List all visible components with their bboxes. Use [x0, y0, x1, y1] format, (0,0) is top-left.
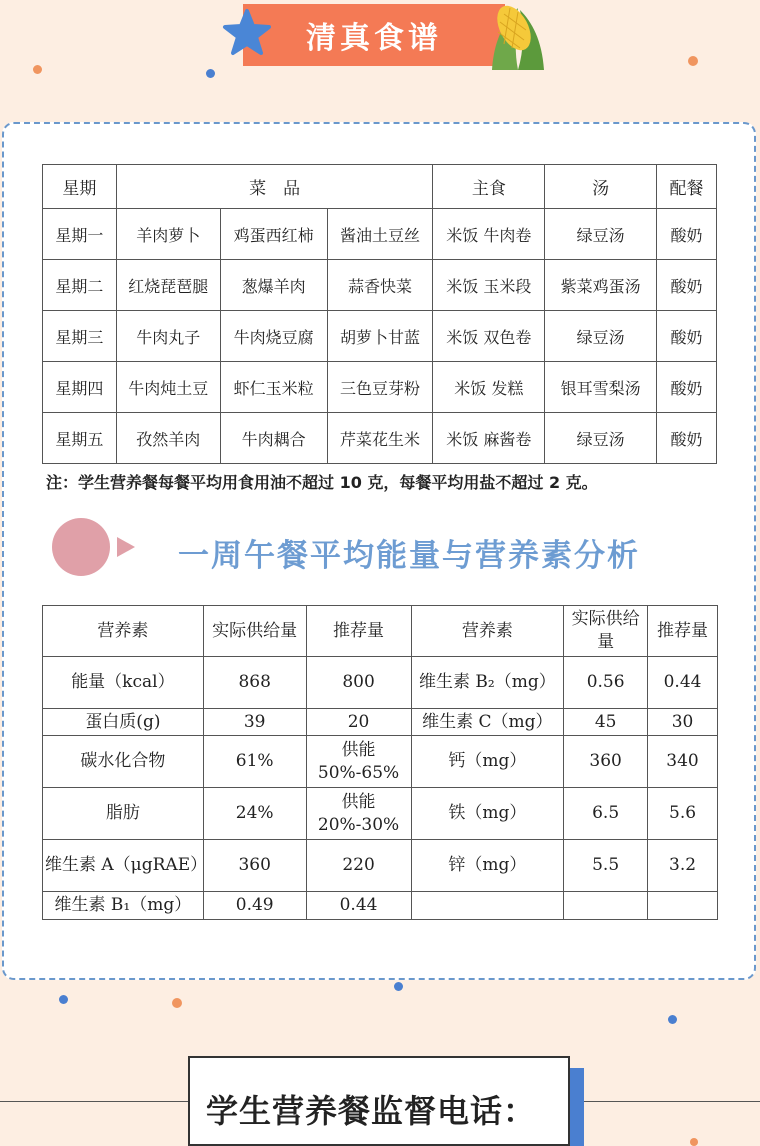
- dish-cell: 羊肉萝卜: [116, 209, 220, 260]
- header-recommended: 推荐量: [306, 606, 411, 657]
- recommended-cell: 5.6: [648, 788, 718, 840]
- header-soup: 汤: [545, 165, 657, 209]
- star-icon: [222, 8, 272, 58]
- recommended-cell: 0.44: [648, 657, 718, 709]
- table-header-row: [43, 606, 718, 657]
- nutrient-cell: [411, 892, 564, 920]
- recommended-cell: 供能 20%-30%: [306, 788, 411, 840]
- actual-cell: 360: [564, 736, 648, 788]
- nutrient-cell: 维生素 B₁（mg）: [43, 892, 204, 920]
- section-arrow-icon: [117, 537, 135, 557]
- day-cell: 星期四: [43, 362, 117, 413]
- staple-cell: 米饭 双色卷: [433, 311, 545, 362]
- header-actual: 实际供给量: [203, 606, 306, 657]
- extra-cell: 酸奶: [657, 413, 717, 464]
- dish-cell: 鸡蛋西红柿: [220, 209, 327, 260]
- hotline-label: 学生营养餐监督电话：: [206, 1092, 537, 1130]
- page-title: 清真食谱: [306, 21, 442, 56]
- table-row: [43, 209, 717, 260]
- decor-dot: [688, 56, 698, 66]
- actual-cell: [564, 892, 648, 920]
- table-header-row: [43, 165, 717, 209]
- header-recommended: 推荐量: [648, 606, 718, 657]
- page-title-banner: [243, 4, 505, 66]
- recommended-cell: 220: [306, 840, 411, 892]
- dish-cell: 蒜香快菜: [327, 260, 433, 311]
- actual-cell: 61%: [203, 736, 306, 788]
- divider-line: [0, 1101, 188, 1102]
- dish-cell: 胡萝卜甘蓝: [327, 311, 433, 362]
- table-row: [43, 260, 717, 311]
- staple-cell: 米饭 发糕: [433, 362, 545, 413]
- dish-cell: 芹菜花生米: [327, 413, 433, 464]
- recommended-cell: 30: [648, 709, 718, 736]
- dish-cell: 红烧琵琶腿: [116, 260, 220, 311]
- recommended-cell: 0.44: [306, 892, 411, 920]
- soup-cell: 绿豆汤: [545, 413, 657, 464]
- table-row: [43, 788, 718, 840]
- dish-cell: 牛肉丸子: [116, 311, 220, 362]
- decor-dot: [59, 995, 68, 1004]
- day-cell: 星期二: [43, 260, 117, 311]
- day-cell: 星期一: [43, 209, 117, 260]
- staple-cell: 米饭 牛肉卷: [433, 209, 545, 260]
- dish-cell: 虾仁玉米粒: [220, 362, 327, 413]
- actual-cell: 5.5: [564, 840, 648, 892]
- table-row: [43, 413, 717, 464]
- decor-dot: [690, 1138, 698, 1146]
- decor-dot: [206, 69, 215, 78]
- dish-cell: 三色豆芽粉: [327, 362, 433, 413]
- decor-dot: [668, 1015, 677, 1024]
- corn-icon: [484, 0, 552, 76]
- day-cell: 星期三: [43, 311, 117, 362]
- nutrient-cell: 脂肪: [43, 788, 204, 840]
- decor-dot: [172, 998, 182, 1008]
- dish-cell: 葱爆羊肉: [220, 260, 327, 311]
- actual-cell: 6.5: [564, 788, 648, 840]
- recommended-cell: 供能 50%-65%: [306, 736, 411, 788]
- decor-dot: [33, 65, 42, 74]
- staple-cell: 米饭 麻酱卷: [433, 413, 545, 464]
- nutrient-cell: 维生素 A（μgRAE）: [43, 840, 204, 892]
- actual-cell: 0.56: [564, 657, 648, 709]
- extra-cell: 酸奶: [657, 362, 717, 413]
- nutrient-cell: 铁（mg）: [411, 788, 564, 840]
- nutrient-cell: 维生素 C（mg）: [411, 709, 564, 736]
- actual-cell: 24%: [203, 788, 306, 840]
- table-row: [43, 311, 717, 362]
- menu-note: 注：学生营养餐每餐平均用食用油不超过 10 克，每餐平均用盐不超过 2 克。: [46, 473, 598, 492]
- nutrient-cell: 蛋白质(g): [43, 709, 204, 736]
- day-cell: 星期五: [43, 413, 117, 464]
- hotline-accent-bar: [570, 1068, 584, 1146]
- header-day: 星期: [43, 165, 117, 209]
- dish-cell: 孜然羊肉: [116, 413, 220, 464]
- soup-cell: 紫菜鸡蛋汤: [545, 260, 657, 311]
- extra-cell: 酸奶: [657, 311, 717, 362]
- dish-cell: 牛肉耦合: [220, 413, 327, 464]
- soup-cell: 绿豆汤: [545, 311, 657, 362]
- header-nutrient: 营养素: [411, 606, 564, 657]
- extra-cell: 酸奶: [657, 260, 717, 311]
- divider-line: [584, 1101, 760, 1102]
- table-row: [43, 362, 717, 413]
- table-row: [43, 709, 718, 736]
- nutrient-cell: 能量（kcal）: [43, 657, 204, 709]
- table-row: [43, 840, 718, 892]
- table-row: [43, 657, 718, 709]
- extra-cell: 酸奶: [657, 209, 717, 260]
- nutrient-cell: 碳水化合物: [43, 736, 204, 788]
- nutrient-cell: 锌（mg）: [411, 840, 564, 892]
- dish-cell: 酱油土豆丝: [327, 209, 433, 260]
- header-staple: 主食: [433, 165, 545, 209]
- decor-dot: [394, 982, 403, 991]
- header-nutrient: 营养素: [43, 606, 204, 657]
- recommended-cell: 20: [306, 709, 411, 736]
- header-actual: 实际供给量: [564, 606, 648, 657]
- section-title: 一周午餐平均能量与营养素分析: [178, 538, 640, 574]
- weekly-menu-table: [42, 164, 717, 464]
- hotline-box: [188, 1056, 570, 1146]
- dish-cell: 牛肉烧豆腐: [220, 311, 327, 362]
- actual-cell: 868: [203, 657, 306, 709]
- actual-cell: 360: [203, 840, 306, 892]
- soup-cell: 银耳雪梨汤: [545, 362, 657, 413]
- soup-cell: 绿豆汤: [545, 209, 657, 260]
- header-extra: 配餐: [657, 165, 717, 209]
- recommended-cell: 340: [648, 736, 718, 788]
- staple-cell: 米饭 玉米段: [433, 260, 545, 311]
- table-row: [43, 892, 718, 920]
- dish-cell: 牛肉炖土豆: [116, 362, 220, 413]
- header-dishes: 菜 品: [116, 165, 433, 209]
- nutrient-cell: 钙（mg）: [411, 736, 564, 788]
- actual-cell: 0.49: [203, 892, 306, 920]
- recommended-cell: 800: [306, 657, 411, 709]
- actual-cell: 39: [203, 709, 306, 736]
- nutrition-table: [42, 605, 718, 920]
- recommended-cell: 3.2: [648, 840, 718, 892]
- actual-cell: 45: [564, 709, 648, 736]
- table-row: [43, 736, 718, 788]
- recommended-cell: [648, 892, 718, 920]
- section-circle-decor: [52, 518, 110, 576]
- nutrient-cell: 维生素 B₂（mg）: [411, 657, 564, 709]
